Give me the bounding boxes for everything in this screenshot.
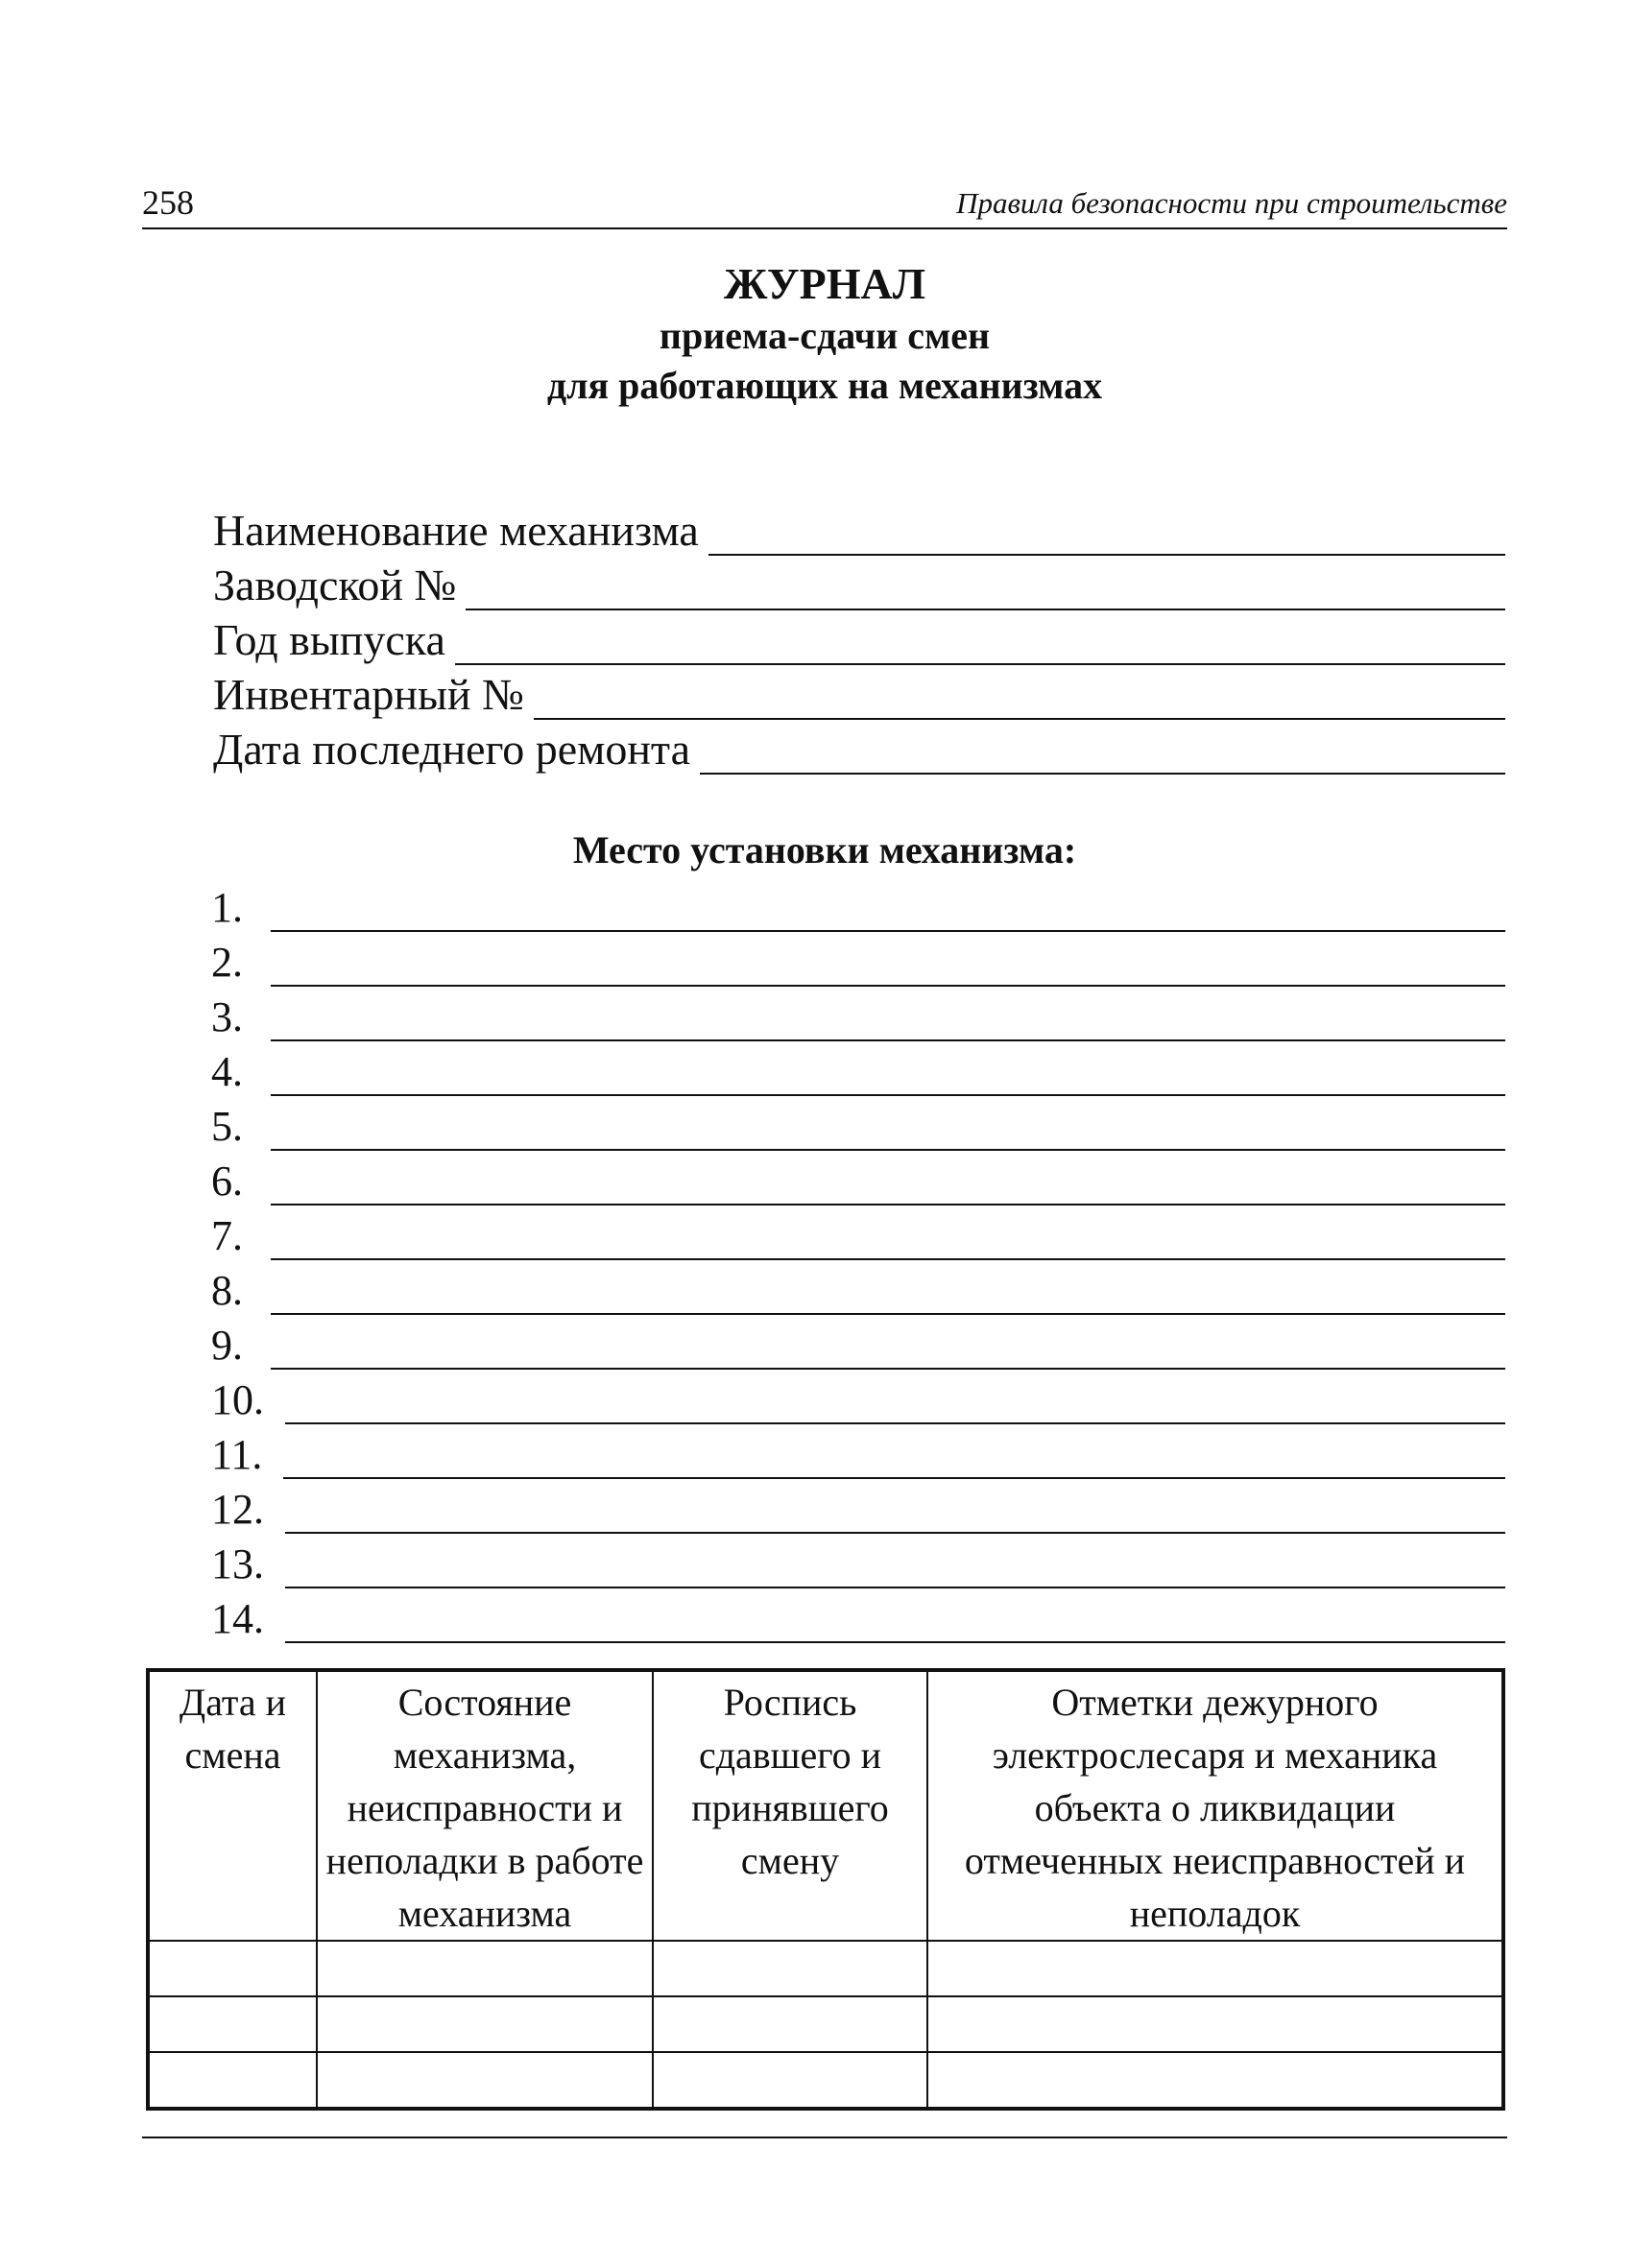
running-title: Правила безопасности при строительстве (956, 186, 1507, 220)
installation-heading: Место установки механизма: (572, 828, 1077, 871)
item-number: 5. (211, 1103, 243, 1150)
item-number: 2. (211, 939, 243, 986)
list-item (211, 1260, 1505, 1315)
table-row (148, 1941, 1503, 1996)
list-item (211, 932, 1505, 987)
field-row-year (213, 610, 1505, 665)
list-item (211, 1096, 1505, 1151)
list-item (211, 1151, 1505, 1206)
field-row-inventory-number (213, 665, 1505, 720)
item-number: 11. (211, 1431, 263, 1478)
place-field[interactable] (285, 1550, 1505, 1588)
table-row (148, 2052, 1503, 2109)
table-cell[interactable] (653, 1996, 927, 2052)
last-repair-date-field[interactable] (700, 734, 1505, 775)
place-field[interactable] (271, 1112, 1505, 1151)
table-cell[interactable] (927, 1941, 1503, 1996)
year-field[interactable] (455, 625, 1505, 665)
list-item (211, 877, 1505, 932)
column-header-condition: Состояние механизма, неисправности и неполадки в работе механизма (317, 1670, 653, 1941)
document-title (142, 257, 1507, 411)
bottom-rule (142, 2137, 1507, 2138)
table-row (148, 1996, 1503, 2052)
place-field[interactable] (271, 894, 1505, 932)
shift-journal-table (146, 1668, 1505, 2111)
list-item (211, 1424, 1505, 1479)
list-item (211, 1206, 1505, 1260)
column-header-signature: Роспись сдавшего и принявшего смену (653, 1670, 927, 1941)
field-label: Инвентарный № (213, 670, 524, 719)
inventory-number-field[interactable] (534, 680, 1505, 720)
column-header-notes: Отметки дежурного электрослесаря и механика объекта о ликвидации отмеченных неисправностей и неполадок (927, 1670, 1503, 1941)
item-number: 10. (211, 1376, 264, 1423)
item-number: 4. (211, 1048, 243, 1095)
field-row-mechanism-name (213, 501, 1505, 556)
item-number: 9. (211, 1322, 243, 1369)
installation-list (211, 877, 1505, 1643)
list-item (211, 1315, 1505, 1370)
list-item (211, 1370, 1505, 1424)
page-header (142, 182, 1507, 228)
field-row-last-repair (213, 720, 1505, 775)
list-item (211, 1534, 1505, 1588)
table-cell[interactable] (148, 1996, 317, 2052)
title-main: ЖУРНАЛ (724, 259, 925, 308)
place-field[interactable] (285, 1605, 1505, 1643)
field-label: Год выпуска (213, 615, 445, 664)
field-label: Наименование механизма (213, 506, 699, 555)
item-number: 13. (211, 1540, 264, 1588)
field-label: Дата последнего ремонта (213, 725, 691, 774)
table-cell[interactable] (148, 1941, 317, 1996)
table-cell[interactable] (927, 2052, 1503, 2109)
list-item (211, 1041, 1505, 1096)
table-cell[interactable] (317, 2052, 653, 2109)
place-field[interactable] (271, 1003, 1505, 1041)
column-header-date: Дата и смена (148, 1670, 317, 1941)
header-rule (142, 227, 1507, 229)
field-row-serial-number (213, 556, 1505, 610)
item-number: 8. (211, 1267, 243, 1314)
table-cell[interactable] (148, 2052, 317, 2109)
list-item (211, 987, 1505, 1041)
place-field[interactable] (271, 1331, 1505, 1370)
place-field[interactable] (285, 1495, 1505, 1534)
table-cell[interactable] (927, 1996, 1503, 2052)
mechanism-fields (213, 501, 1505, 775)
title-line-3: для работающих на механизмах (546, 364, 1103, 407)
place-field[interactable] (271, 1167, 1505, 1206)
mechanism-name-field[interactable] (708, 515, 1505, 556)
field-label: Заводской № (213, 561, 457, 609)
item-number: 3. (211, 993, 243, 1040)
place-field[interactable] (271, 1277, 1505, 1315)
list-item (211, 1479, 1505, 1534)
table-cell[interactable] (317, 1996, 653, 2052)
table-header-row (148, 1670, 1503, 1941)
item-number: 12. (211, 1486, 264, 1533)
page-number: 258 (142, 183, 194, 222)
item-number: 7. (211, 1212, 243, 1259)
serial-number-field[interactable] (466, 570, 1505, 610)
list-item (211, 1588, 1505, 1643)
place-field[interactable] (285, 1386, 1505, 1424)
title-line-2: приема-сдачи смен (659, 314, 991, 357)
place-field[interactable] (271, 1222, 1505, 1260)
table-cell[interactable] (653, 1941, 927, 1996)
item-number: 1. (211, 884, 243, 931)
table-cell[interactable] (653, 2052, 927, 2109)
place-field[interactable] (283, 1441, 1505, 1479)
place-field[interactable] (271, 948, 1505, 987)
item-number: 14. (211, 1595, 264, 1642)
table-cell[interactable] (317, 1941, 653, 1996)
place-field[interactable] (271, 1058, 1505, 1096)
item-number: 6. (211, 1158, 243, 1205)
